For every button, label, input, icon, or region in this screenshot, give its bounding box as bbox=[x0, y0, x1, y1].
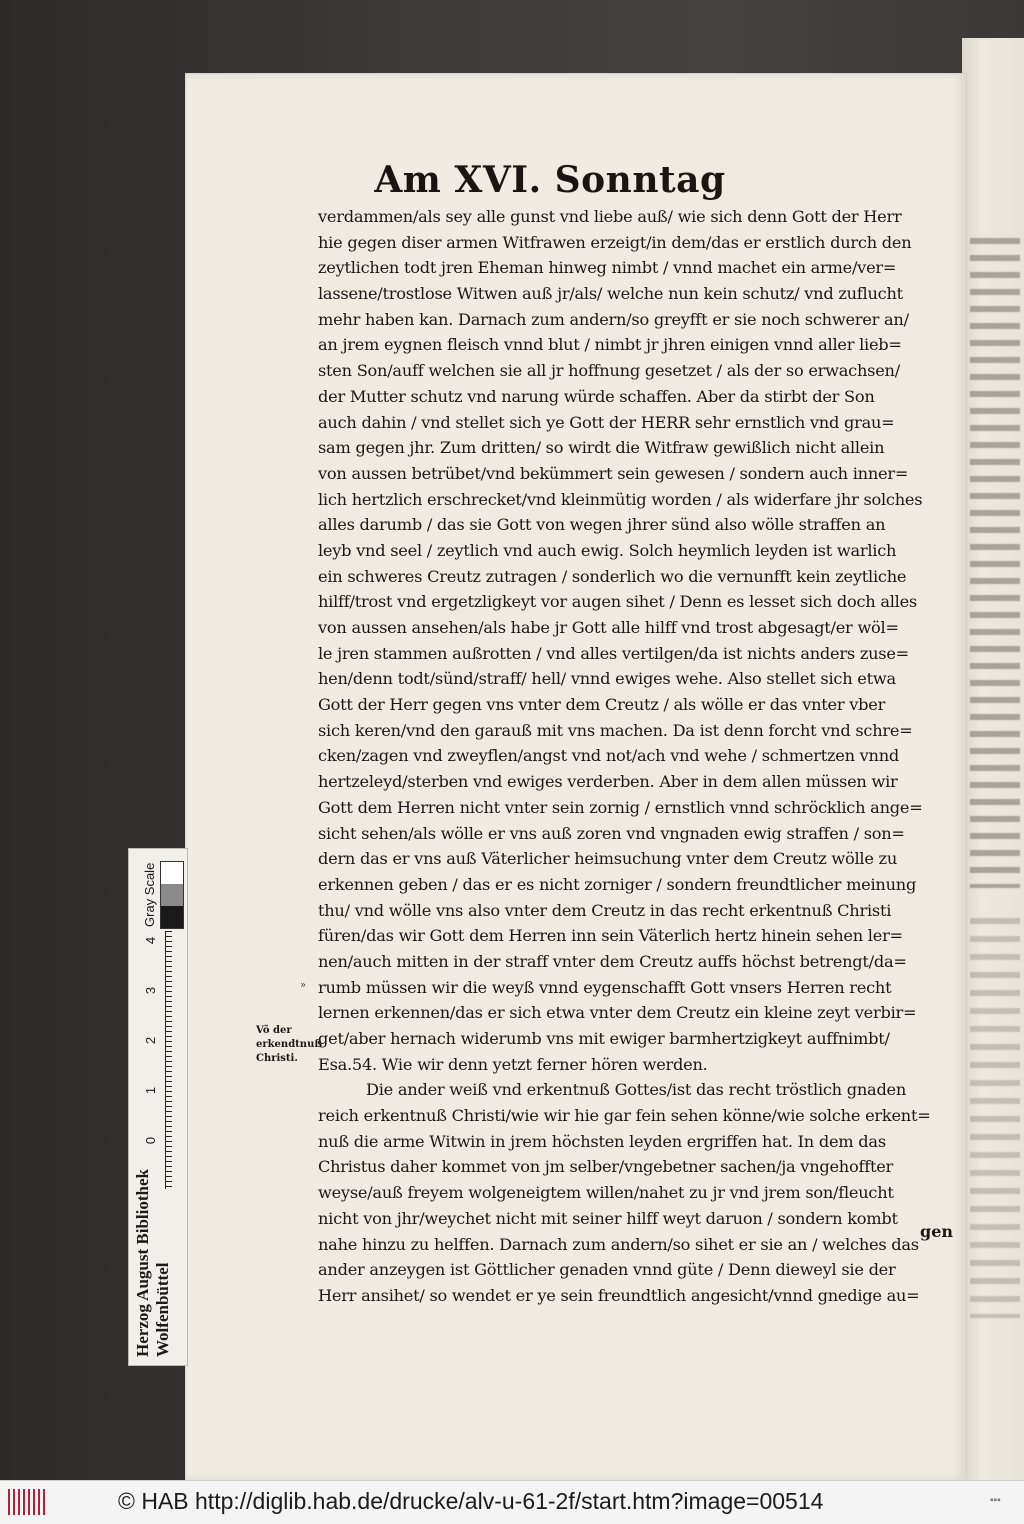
swatch-black bbox=[161, 906, 183, 928]
text-line: füren/das wir Gott dem Herren inn sein Väterlich hertz hinein sehen ler= bbox=[318, 926, 903, 946]
catchword: gen bbox=[920, 1222, 953, 1241]
text-line: an jrem eygnen fleisch vnnd blut / nimbt jr jhren einigen vnnd aller lieb= bbox=[318, 335, 902, 355]
text-line: hen/denn todt/sünd/straff/ hell/ vnnd ewiges wehe. Also stellet sich etwa bbox=[318, 669, 896, 689]
ruler-number: 2 bbox=[143, 1036, 159, 1045]
text-line: nuß die arme Witwin in jrem höchsten leyden ergriffen hat. In dem das bbox=[318, 1131, 886, 1151]
institution-name: Herzog August Bibliothek bbox=[133, 1169, 152, 1357]
text-line: nicht von jhr/weychet nicht mit seiner hilff weyt daruon / sondern kombt bbox=[318, 1208, 898, 1228]
text-line: sam gegen jhr. Zum dritten/ so wirdt die Witfraw gewißlich nicht allein bbox=[318, 438, 885, 458]
text-line: Esa.54. Wie wir denn yetzt ferner hören werden. bbox=[318, 1054, 708, 1074]
text-line: Die ander weiß vnd erkentnuß Gottes/ist das recht tröstlich gnaden bbox=[366, 1080, 907, 1100]
text-line: weyse/auß freyem wolgeneigtem willen/nahet zu jr vnd jrem son/fleucht bbox=[318, 1183, 894, 1203]
gray-swatches bbox=[160, 861, 184, 929]
text-line: lernen erkennen/das er sich etwa vnter dem Creutz ein kleine zeyt verbir= bbox=[318, 1003, 917, 1023]
text-line: verdammen/als sey alle gunst vnd liebe auß/ wie sich denn Gott der Herr bbox=[318, 207, 902, 226]
text-line: von aussen ansehen/als habe jr Gott alle hilff vnd trost abgesagt/er wöl= bbox=[318, 618, 899, 637]
text-line: Gott dem Herren nicht vnter sein zornig / ernstlich vnnd schröcklich ange= bbox=[318, 797, 923, 817]
text-line: von aussen betrübet/vnd bekümmert sein gewesen / sondern auch inner= bbox=[318, 463, 909, 483]
text-line: nahe hinzu zu helffen. Darnach zum andern/so sihet er sie an / welches das bbox=[318, 1234, 919, 1254]
text-line: sich keren/vnd den garauß mit vns machen. Da ist denn forcht vnd schre= bbox=[318, 720, 913, 740]
text-line: hertzeleyd/sterben vnd ewiges verderben. Aber in dem allen müssen wir bbox=[318, 772, 898, 792]
copyright-link[interactable]: © HAB http://diglib.hab.de/drucke/alv-u-61-2f/start.htm?image=00514 bbox=[118, 1488, 824, 1514]
body-text bbox=[318, 204, 958, 1309]
text-line: hie gegen diser armen Witfrawen erzeigt/in dem/das er erstlich durch den bbox=[318, 232, 912, 252]
text-line: erkennen geben / das er es nicht zorniger / sondern freundtlicher meinung bbox=[318, 874, 917, 894]
text-line: dern das er vns auß Väterlicher heimsuchung vnter dem Creutz wölle zu bbox=[318, 849, 898, 869]
text-line: der Mutter schutz vnd narung würde schaffen. Aber da stirbt der Son bbox=[318, 386, 875, 406]
text-line: nen/auch mitten in der straff vnter dem Creutz auffs höchst betrengt/da= bbox=[318, 951, 907, 971]
footer-marker: ▪▪▪ bbox=[990, 1495, 1001, 1506]
facing-page-text-bleed bbox=[970, 238, 1020, 888]
ruler-number: 3 bbox=[143, 986, 159, 995]
text-line: get/aber hernach widerumb vns mit ewiger barmhertzigkeyt auffnimbt/ bbox=[318, 1029, 890, 1048]
margin-mark: » bbox=[300, 980, 307, 991]
text-line: Christus daher kommet von jm selber/vngebetner sachen/ja vngehoffter bbox=[318, 1157, 894, 1177]
text-line: lich hertzlich erschrecket/vnd kleinmütig worden / als widerfare jhr solches bbox=[318, 489, 923, 509]
text-line: ein schweres Creutz zutragen / sonderlich wo die vernunfft kein zeytliche bbox=[318, 566, 907, 586]
ruler-number: 4 bbox=[143, 936, 159, 945]
institution-city: Wolfenbüttel bbox=[153, 1262, 172, 1357]
running-header: Am XVI. Sonntag bbox=[374, 159, 726, 201]
marginal-note: Võ der erkendtnuß Christi. bbox=[256, 1025, 322, 1064]
ruler-number: 0 bbox=[143, 1136, 159, 1145]
text-line: cken/zagen vnd zweyflen/angst vnd not/ach vnd wehe / schmertzen vnnd bbox=[318, 746, 900, 766]
ruler-number: 1 bbox=[143, 1086, 159, 1095]
text-line: hilff/trost vnd ergetzligkeyt vor augen sihet / Denn es lesset sich doch alles bbox=[318, 592, 917, 612]
text-line: zeytlichen todt jren Eheman hinweg nimbt / vnnd machet ein arme/ver= bbox=[318, 258, 897, 278]
text-line: auch dahin / vnd stellet sich ye Gott der HERR sehr ernstlich vnd grau= bbox=[318, 412, 895, 432]
text-line: thu/ vnd wölle vns also vnter dem Creutz in das recht erkentnuß Christi bbox=[318, 900, 892, 920]
text-line: ander anzeygen ist Göttlicher genaden vnnd güte / Denn dieweyl sie der bbox=[318, 1260, 896, 1280]
facing-page-text-bleed-lower bbox=[970, 918, 1020, 1318]
text-line: leyb vnd seel / zeytlich vnd auch ewig. Solch heymlich leyden ist warlich bbox=[318, 540, 897, 560]
facing-page-edge bbox=[962, 38, 1024, 1480]
gray-scale-card bbox=[128, 848, 188, 1366]
hab-logo-icon bbox=[8, 1489, 48, 1515]
text-line: reich erkentnuß Christi/wie wir hie gar fein sehen könne/wie solche erkent= bbox=[318, 1106, 931, 1126]
text-line: mehr haben kan. Darnach zum andern/so greyfft er sie noch schwerer an/ bbox=[318, 309, 909, 329]
swatch-gray bbox=[161, 884, 183, 906]
text-line: rumb müssen wir die weyß vnnd eygenschafft Gott vnsers Herren recht bbox=[318, 977, 892, 997]
cm-ruler bbox=[165, 931, 184, 1189]
text-line: Herr ansihet/ so wendet er ye sein freundtlich angesicht/vnnd gnedige au= bbox=[318, 1285, 920, 1305]
text-line: le jren stammen außrotten / vnd alles vertilgen/da ist nichts anders zuse= bbox=[318, 643, 909, 663]
text-line: alles darumb / das sie Gott von wegen jhrer sünd also wölle straffen an bbox=[318, 515, 886, 535]
gray-scale-label: Gray Scale bbox=[142, 862, 157, 927]
text-line: lassene/trostlose Witwen auß jr/als/ welche nun kein schutz/ vnd zuflucht bbox=[318, 284, 903, 304]
text-line: sicht sehen/als wölle er vns auß zoren vnd vngnaden ewig straffen / son= bbox=[318, 823, 905, 843]
swatch-white bbox=[161, 862, 183, 884]
text-line: Gott der Herr gegen vns vnter dem Creutz / als wölle er das vnter vber bbox=[318, 695, 886, 715]
text-line: sten Son/auff welchen sie all jr hoffnung gesetzet / als der so erwachsen/ bbox=[318, 361, 900, 381]
footer-bar bbox=[0, 1480, 1024, 1524]
